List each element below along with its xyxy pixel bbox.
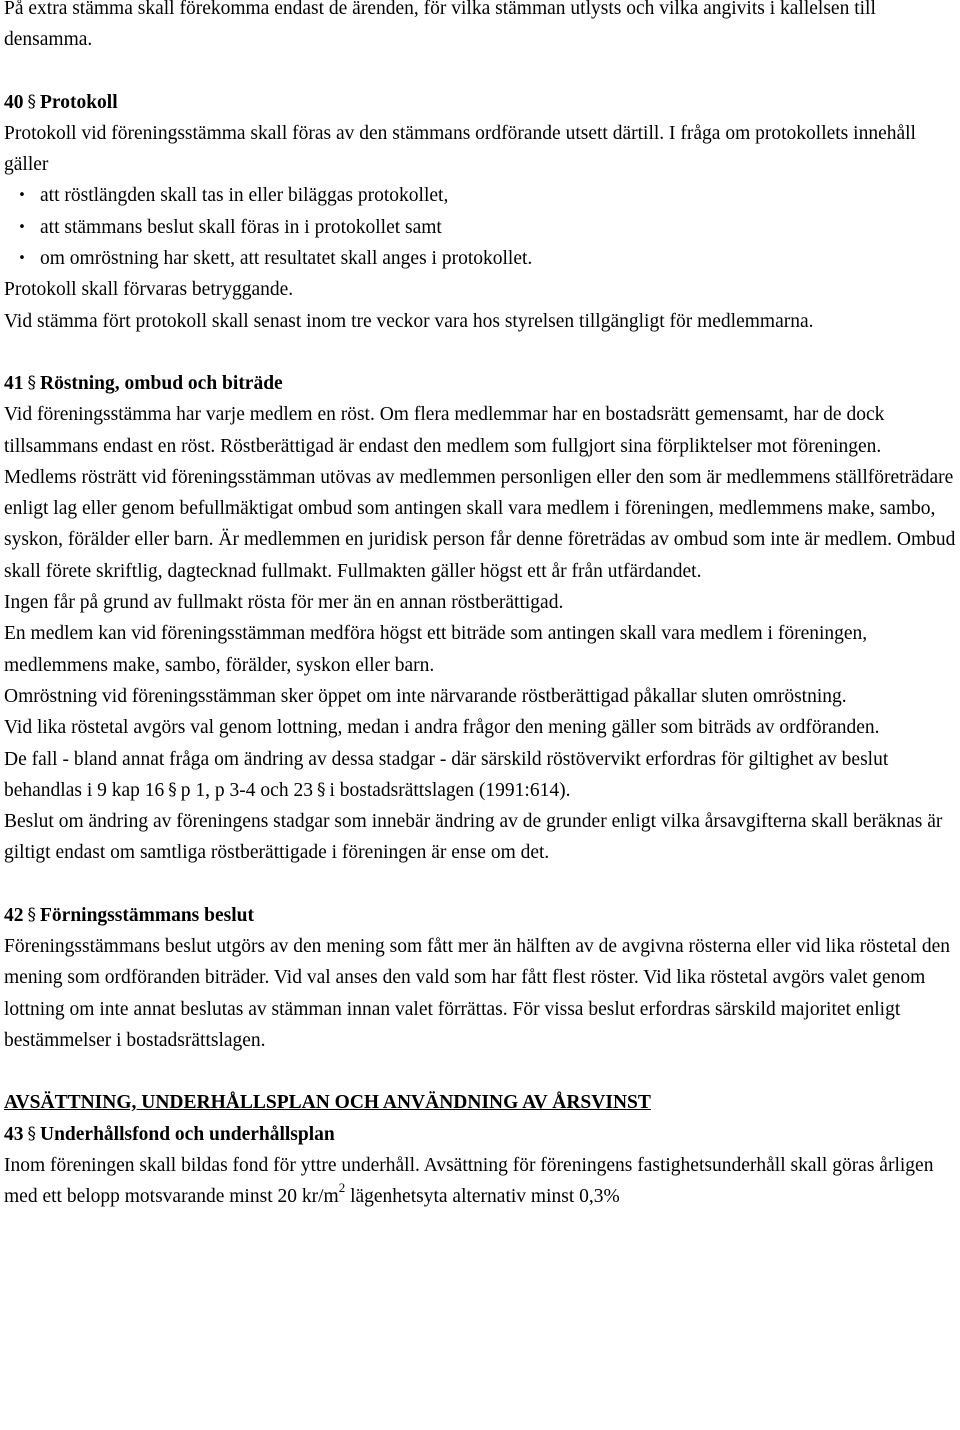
section-42-heading <box>4 900 956 931</box>
section-sign-icon: § <box>168 779 177 800</box>
section-43-heading <box>4 1119 956 1150</box>
section-41-paragraph-7: De fall - bland annat fråga om ändring av dessa stadgar - där särskild röstövervikt erfordras för giltighet av beslut behandlas i 9 kap 16 § p 1, p 3-4 och 23 § i bostadsrättslagen (1991:614). <box>4 744 956 807</box>
section-sign-icon: § <box>316 779 326 800</box>
section-41-paragraph-3: Ingen får på grund av fullmakt rösta för mer än en annan röstberättigad. <box>4 592 564 614</box>
section-41-paragraph-5: Omröstning vid föreningsstämman sker öppet om inte närvarande röstberättigad påkallar sluten omröstning. <box>4 685 847 707</box>
section-41-paragraph-6: Vid lika röstetal avgörs val genom lottning, medan i andra frågor den mening gäller som biträds av ordföranden. <box>4 717 880 739</box>
spacer <box>4 56 956 87</box>
section-sign-icon: § <box>27 372 36 393</box>
section-number: 41 <box>4 372 24 394</box>
spacer <box>4 869 956 900</box>
section-41-paragraph-8: Beslut om ändring av föreningens stadgar som innebär ändring av de grunder enligt vilka årsavgifterna skall beräknas är giltigt endast om samtliga röstberättigade i föreningen är ense om det. <box>4 811 943 864</box>
protocol-contents-list <box>4 180 956 274</box>
section-40-paragraph-3: Vid stämma fört protokoll skall senast inom tre veckor vara hos styrelsen tillgängligt för medlemmarna. <box>4 310 814 332</box>
section-41-paragraph-2: Medlems rösträtt vid föreningsstämman utövas av medlemmen personligen eller den som är medlemmens ställföreträdare enligt lag eller genom befullmäktigat ombud som antingen skall vara medlem i föreningen, medlemmens make, sambo, syskon, förälder eller barn. Är medlemmen en juridisk person får denne företrädas av ombud som inte är medlem. Ombud skall förete skriftlig, dagtecknad fullmakt. Fullmakten gäller högst ett år från utfärdandet. <box>4 466 956 582</box>
section-number: 43 <box>4 1123 24 1145</box>
section-40-heading <box>4 87 956 118</box>
section-42-paragraph-1: Föreningsstämmans beslut utgörs av den mening som fått mer än hälften av de avgivna rösterna eller vid lika röstetal den mening som ordföranden biträder. Vid val anses den vald som har fått flest röster. Vid lika röstetal avgörs valet genom lottning om inte annat beslutas av stämman innan valet förrättas. För vissa beslut erfordras särskild majoritet enligt bestämmelser i bostadsrättslagen. <box>4 936 951 1051</box>
section-41-heading <box>4 368 956 399</box>
section-sign-icon: § <box>27 91 36 112</box>
spacer <box>4 1056 956 1087</box>
chapter-heading: AVSÄTTNING, UNDERHÅLLSPLAN OCH ANVÄNDNING AV ÅRSVINST <box>4 1092 651 1114</box>
bullet-icon: • <box>18 188 26 204</box>
section-41-paragraph-1: Vid föreningsstämma har varje medlem en röst. Om flera medlemmar har en bostadsrätt gemensamt, har de dock tillsammans endast en röst. Röstberättigad är endast den medlem som fullgjort sina förpliktelser mot föreningen. <box>4 404 885 457</box>
list-item: • om omröstning har skett, att resultatet skall anges i protokollet. <box>40 243 956 274</box>
list-item: • att stämmans beslut skall föras in i protokollet samt <box>40 212 956 243</box>
section-title: Protokoll <box>40 91 118 113</box>
section-sign-icon: § <box>27 904 36 925</box>
section-title: Underhållsfond och underhållsplan <box>40 1123 335 1145</box>
list-item: • att röstlängden skall tas in eller biläggas protokollet, <box>40 180 956 211</box>
section-41-paragraph-4: En medlem kan vid föreningsstämman medföra högst ett biträde som antingen skall vara medlem i föreningen, medlemmens make, sambo, förälder, syskon eller barn. <box>4 623 868 676</box>
section-43-paragraph-1: Inom föreningen skall bildas fond för yttre underhåll. Avsättning för föreningens fastighetsunderhåll skall göras årligen med ett belopp motsvarande minst 20 $kr/m^2$ lägenhetsyta alternativ minst 0,3% <box>4 1154 934 1208</box>
section-40-paragraph-2: Protokoll skall förvaras betryggande. <box>4 279 294 301</box>
superscript: 2 <box>338 1180 346 1196</box>
section-title: Röstning, ombud och biträde <box>40 372 283 394</box>
section-40-paragraph-1: Protokoll vid föreningsstämma skall föras av den stämmans ordförande utsett därtill. I fråga om protokollets innehåll gäller <box>4 122 916 176</box>
section-sign-icon: § <box>27 1123 36 1144</box>
section-number: 40 <box>4 91 24 113</box>
section-number: 42 <box>4 904 24 926</box>
spacer <box>4 337 956 368</box>
extra-meeting-paragraph: På extra stämma skall förekomma endast de ärenden, för vilka stämman utlysts och vilka angivits i kallelsen till densamma. <box>4 0 876 51</box>
section-title: Förningsstämmans beslut <box>40 904 254 926</box>
bullet-icon: • <box>18 219 26 235</box>
bullet-icon: • <box>18 251 26 267</box>
